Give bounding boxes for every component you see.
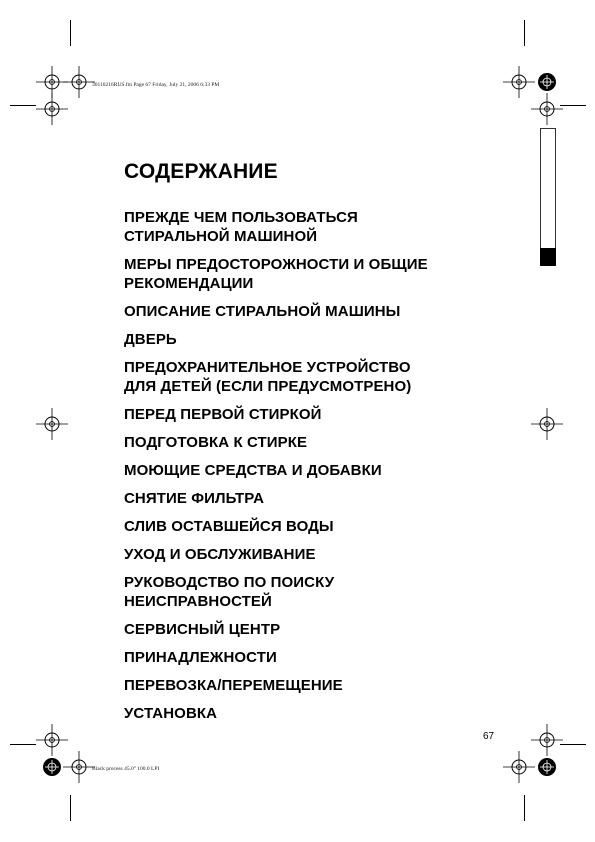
filled-registration-mark-icon	[530, 65, 564, 99]
registration-mark-icon	[530, 407, 564, 441]
trim-mark-icon	[10, 744, 36, 745]
filled-registration-mark-icon	[35, 750, 69, 784]
toc-item: ПЕРЕД ПЕРВОЙ СТИРКОЙ	[124, 406, 322, 423]
toc-item: ПОДГОТОВКА К СТИРКЕ	[124, 434, 308, 451]
toc-item: ПРИНАДЛЕЖНОСТИ	[124, 649, 277, 666]
toc-item: СЕРВИСНЫЙ ЦЕНТР	[124, 621, 281, 638]
toc-item: СНЯТИЕ ФИЛЬТРА	[124, 490, 265, 507]
toc-item: СЛИВ ОСТАВШЕЙСЯ ВОДЫ	[124, 518, 334, 535]
toc-item: ОПИСАНИЕ СТИРАЛЬНОЙ МАШИНЫ	[124, 303, 401, 320]
toc-item: МОЮЩИЕ СРЕДСТВА И ДОБАВКИ	[124, 462, 382, 479]
page-number: 67	[483, 731, 495, 742]
page-title: СОДЕРЖАНИЕ	[124, 160, 278, 183]
toc-item: МЕРЫ ПРЕДОСТОРОЖНОСТИ И ОБЩИЕ РЕКОМЕНДАЦИИ	[124, 256, 428, 292]
trim-mark-icon	[560, 744, 586, 745]
filled-registration-mark-icon	[530, 750, 564, 784]
toc-item: УСТАНОВКА	[124, 705, 218, 722]
toc-item: УХОД И ОБСЛУЖИВАНИЕ	[124, 546, 316, 563]
toc-item: ПРЕЖДЕ ЧЕМ ПОЛЬЗОВАТЬСЯ СТИРАЛЬНОЙ МАШИНОЙ	[124, 209, 358, 245]
toc-item: РУКОВОДСТВО ПО ПОИСКУ НЕИСПРАВНОСТЕЙ	[124, 574, 335, 610]
trim-mark-icon	[524, 20, 525, 46]
toc-item: ПРЕДОХРАНИТЕЛЬНОЕ УСТРОЙСТВО ДЛЯ ДЕТЕЙ (ЕСЛИ ПРЕДУСМОТРЕНО)	[124, 359, 412, 395]
table-of-contents	[124, 208, 524, 732]
trim-mark-icon	[70, 795, 71, 821]
toc-item: ПЕРЕВОЗКА/ПЕРЕМЕЩЕНИЕ	[124, 677, 343, 694]
print-slug-bottom: Black process 45.0° 100.0 LPI	[92, 766, 160, 772]
trim-mark-icon	[524, 795, 525, 821]
registration-mark-icon	[35, 407, 69, 441]
trim-mark-icon	[560, 105, 586, 106]
trim-mark-icon	[10, 105, 36, 106]
registration-mark-icon	[62, 65, 96, 99]
section-tab-icon	[540, 128, 556, 248]
section-tab-marker	[540, 248, 556, 266]
toc-item: ДВЕРЬ	[124, 331, 177, 348]
trim-mark-icon	[70, 20, 71, 46]
print-slug-top: 30110216RUS.fm Page 67 Friday, July 21, 2006 6:33 PM	[92, 82, 220, 88]
